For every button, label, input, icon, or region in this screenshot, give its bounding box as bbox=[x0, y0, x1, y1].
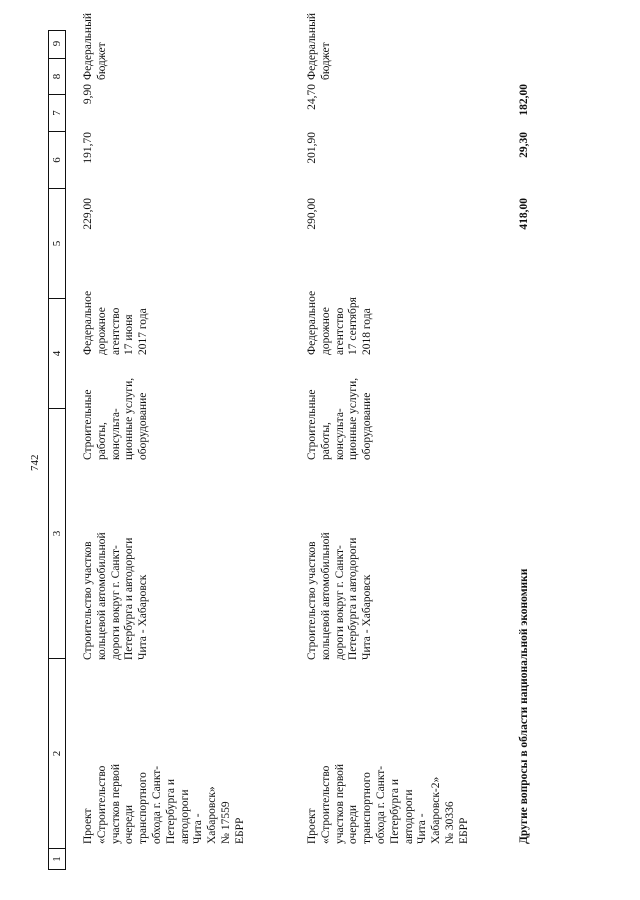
page-number: 742 bbox=[29, 454, 41, 471]
row2-work-type: Строительные работы, консульта- ционные услуги, оборудование bbox=[306, 377, 374, 460]
col-4-number: 4 bbox=[49, 299, 65, 409]
col-5-number: 5 bbox=[49, 189, 65, 299]
row1-project: Проект «Строительство участков первой очереди транспортного обхода г. Санкт- Петербурга и автодороги Чита - Хабаровск» № 17559 ЕБРР bbox=[82, 763, 246, 844]
row1-agency-date: Федеральное дорожное агентство 17 июня 2017 года bbox=[82, 290, 150, 355]
row1-col7: 191,70 bbox=[82, 132, 94, 164]
row2-source: Федеральный бюджет bbox=[306, 13, 332, 80]
row2-project: Проект «Строительство участков первой очереди транспортного обхода г. Санкт- Петербурга и автодороги Чита - Хабаровск-2» № 30336 ЕБРР bbox=[306, 763, 470, 844]
row2-col7: 201,90 bbox=[306, 132, 318, 164]
col-6-number: 6 bbox=[49, 132, 65, 189]
col-9-number: 9 bbox=[49, 29, 65, 59]
row1-source: Федеральный бюджет bbox=[82, 13, 108, 80]
total-col8: 182,00 bbox=[518, 84, 530, 116]
col-8-number: 8 bbox=[49, 59, 65, 95]
row1-col8: 9,90 bbox=[82, 84, 94, 105]
row1-description: Строительство участков кольцевой автомобильной дороги вокруг г. Санкт- Петербурга и автодороги Чита - Хабаровск bbox=[82, 532, 150, 660]
row2-col8: 24,70 bbox=[306, 84, 318, 110]
row2-col6: 290,00 bbox=[306, 198, 318, 230]
row1-col6: 229,00 bbox=[82, 198, 94, 230]
total-col6: 418,00 bbox=[518, 198, 530, 230]
row2-description: Строительство участков кольцевой автомобильной дороги вокруг г. Санкт- Петербурга и автодороги Чита - Хабаровск bbox=[306, 532, 374, 660]
rotated-table bbox=[48, 13, 640, 870]
row2-agency-date: Федеральное дорожное агентство 17 сентября 2018 года bbox=[306, 290, 374, 355]
col-7-number: 7 bbox=[49, 95, 65, 132]
col-1-number: 1 bbox=[51, 856, 63, 862]
column-number-header bbox=[48, 30, 66, 870]
total-col7: 29,30 bbox=[518, 132, 530, 158]
col-2-number: 2 bbox=[49, 659, 65, 849]
col-3-number: 3 bbox=[49, 409, 65, 659]
row1-work-type: Строительные работы, консульта- ционные услуги, оборудование bbox=[82, 377, 150, 460]
total-label: Другие вопросы в области национальной экономики bbox=[518, 568, 530, 844]
